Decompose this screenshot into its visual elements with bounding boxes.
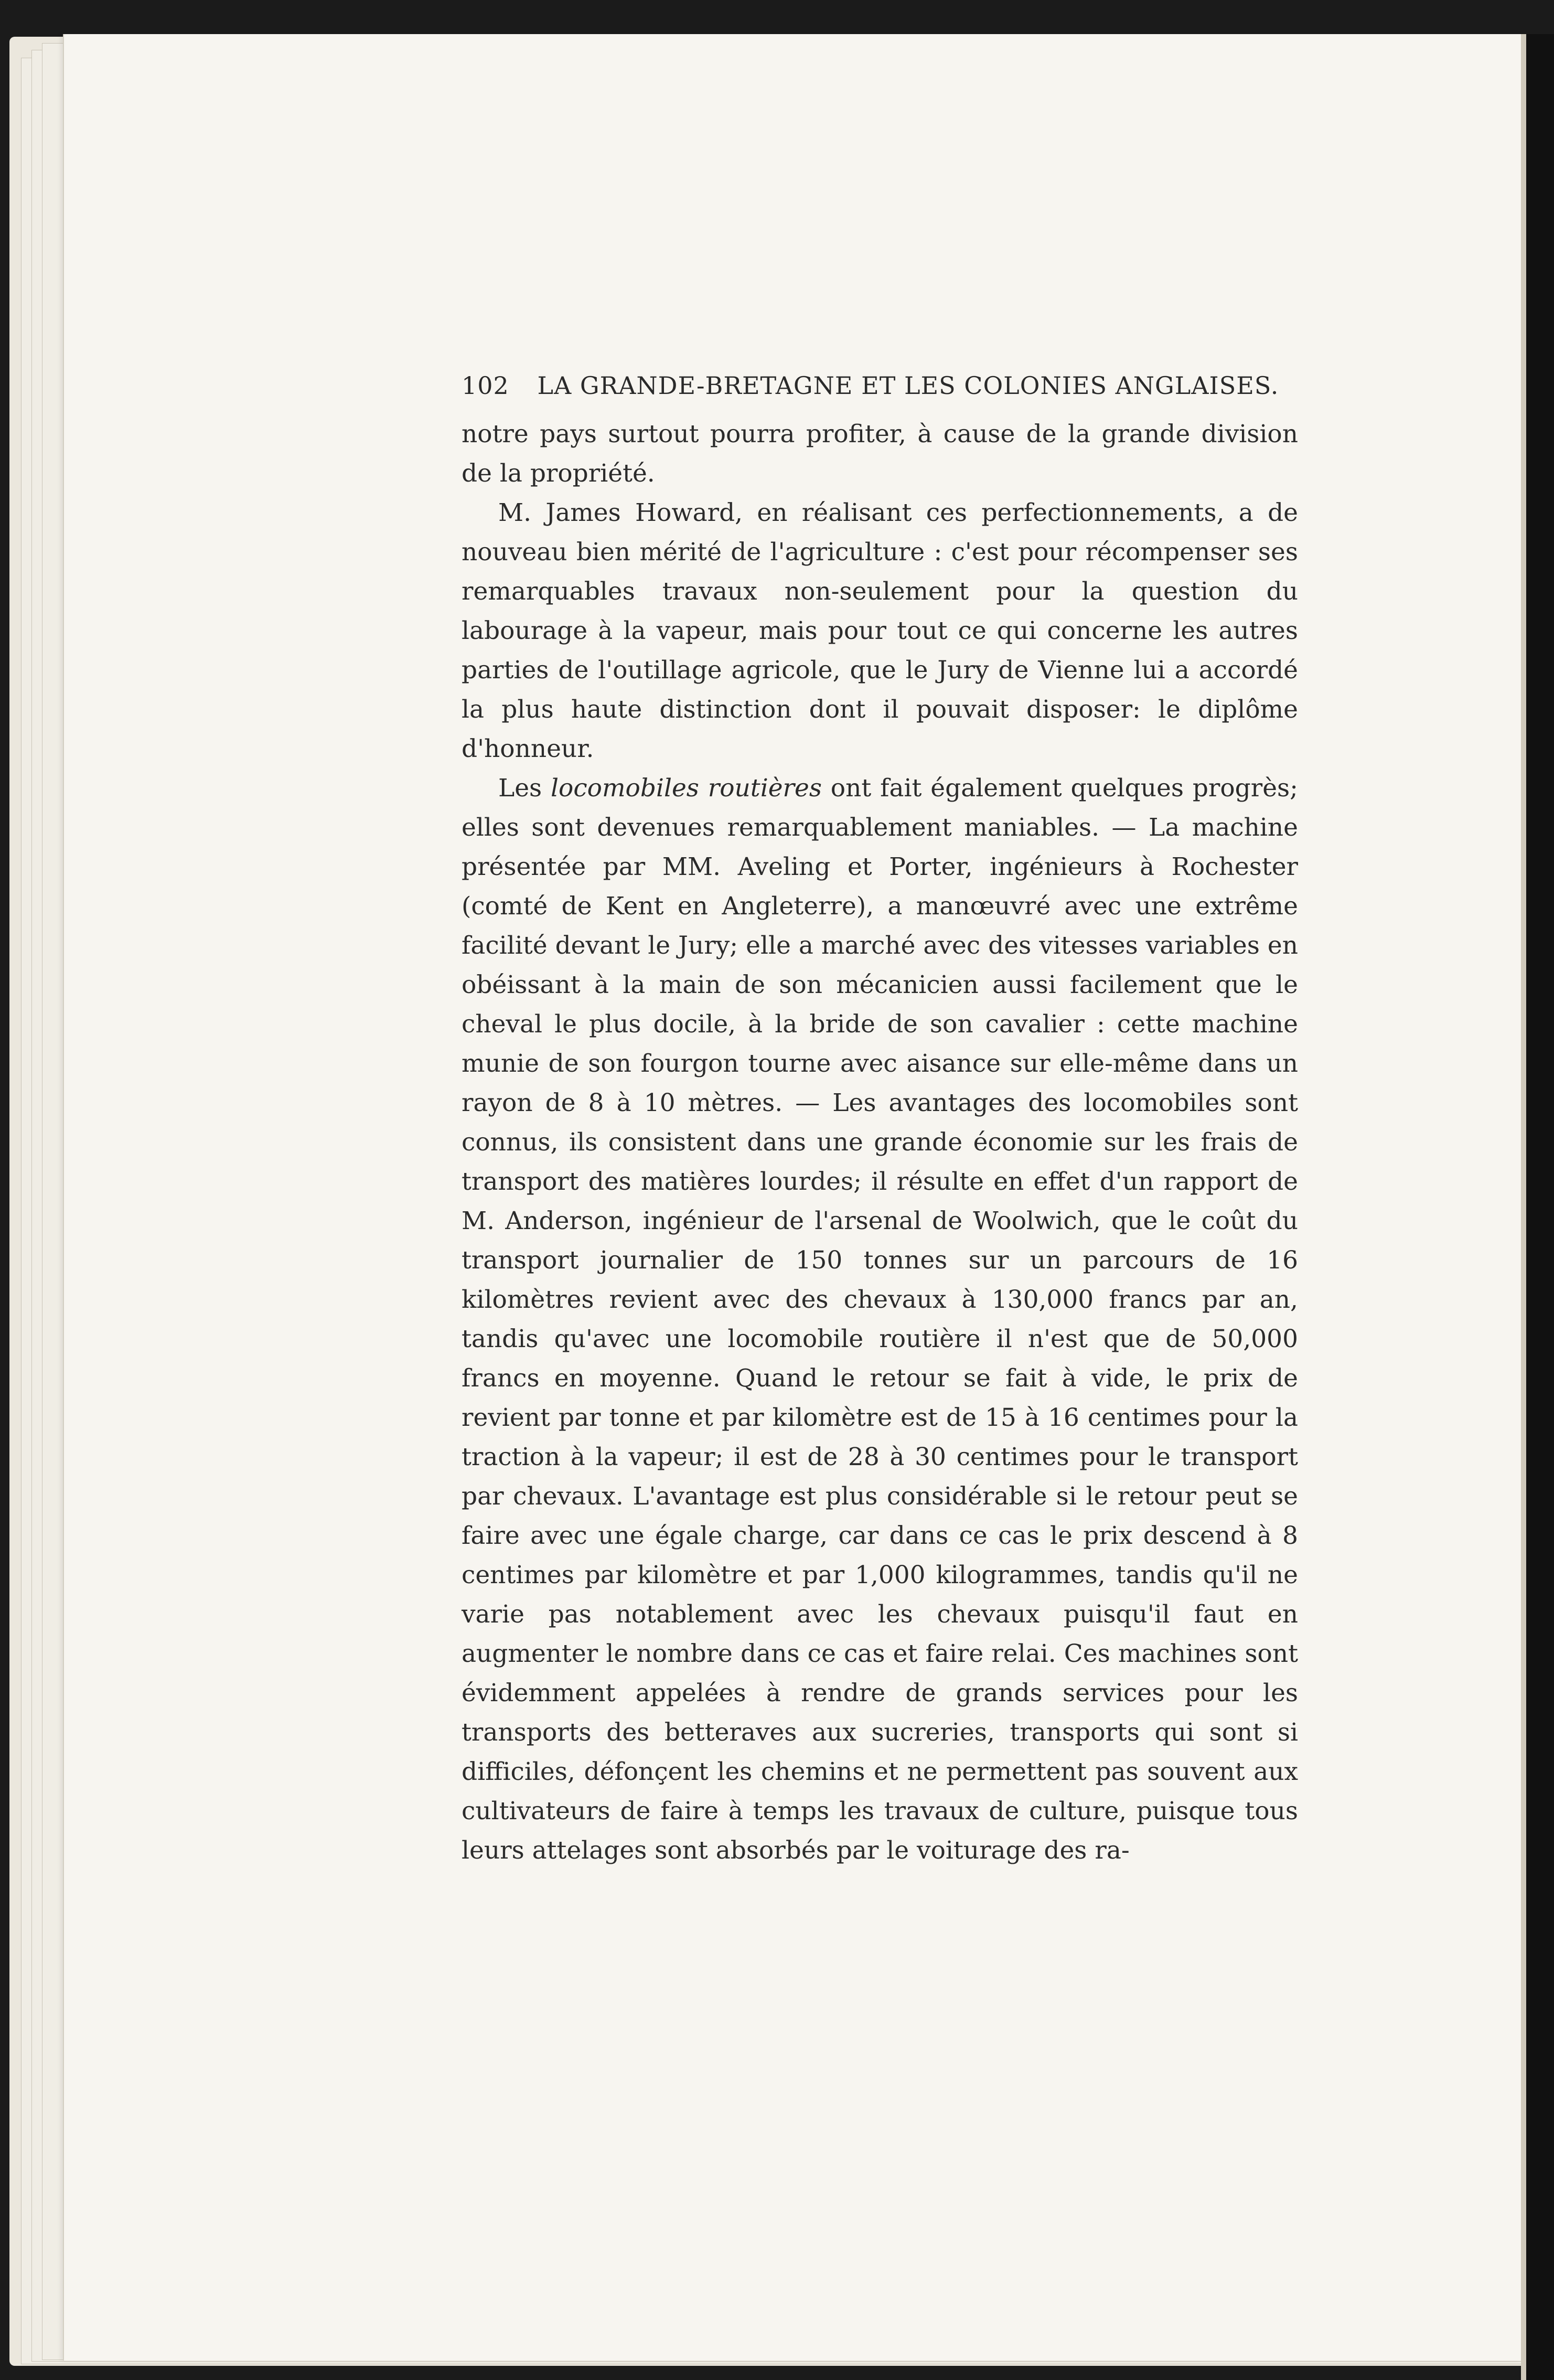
paragraph-3-emphasis: locomobiles routières (551, 774, 822, 803)
page-number: 102 (462, 371, 509, 400)
paragraph-3 (462, 769, 1298, 1870)
body-text (462, 414, 1298, 1870)
running-title: LA GRANDE-BRETAGNE ET LES COLONIES ANGLAISES. (537, 371, 1279, 400)
paragraph-3-body: ont fait également quelques progrès; elles sont devenues remarquablement maniables. — La machine présentée par MM. Aveling et Porter, ingénieurs à Rochester (comté de Kent en Angleterre), a manœuvré avec une extrême facilité devant le Jury; elle a marché avec des vitesses variables en obéissant à la main de son mécanicien aussi facilement que le cheval le plus docile, à la bride de son cavalier : cette machine munie de son fourgon tourne avec aisance sur elle-même dans un rayon de 8 à 10 mètres. — Les avantages des locomobiles sont connus, ils consistent dans une grande économie sur les frais de transport des matières lourdes; il résulte en effet d'un rapport de M. Anderson, ingénieur de l'arsenal de Woolwich, que le coût du transport journalier de 150 tonnes sur un parcours de 16 kilomètres revient avec des chevaux à 130,000 francs par an, tandis qu'avec une locomobile routière il n'est que de 50,000 francs en moyenne. Quand le retour se fait à vide, le prix de revient par tonne et par kilomètre est de 15 à 16 centimes pour la traction à la vapeur; il est de 28 à 30 centimes pour le transport par chevaux. L'avantage est plus considérable si le retour peut se faire avec une égale charge, car dans ce cas le prix descend à 8 centimes par kilomètre et par 1,000 kilogrammes, tandis qu'il ne varie pas notablement avec les chevaux puisqu'il faut en augmenter le nombre dans ce cas et faire relai. Ces machines sont évidemment appelées à rendre de grands services pour les transports des betteraves aux sucreries, transports qui sont si difficiles, défonçent les chemins et ne permettent pas souvent aux cultivateurs de faire à temps les travaux de culture, puisque tous leurs attelages sont absorbés par le voiturage des ra- (462, 774, 1298, 1865)
running-header (462, 371, 1332, 413)
paragraph-2: M. James Howard, en réalisant ces perfectionnements, a de nouveau bien mérité de l'agriculture : c'est pour récompenser ses remarquables travaux non-seulement pour la question du labourage à la vapeur, mais pour tout ce qui concerne les autres parties de l'outillage agricole, que le Jury de Vienne lui a accordé la plus haute distinction dont il pouvait disposer: le diplôme d'honneur. (462, 498, 1298, 763)
paragraph-1: notre pays surtout pourra profiter, à cause de la grande division de la propriété. (462, 420, 1298, 488)
facing-page-sliver (1521, 34, 1526, 2380)
paragraph-3-lead: Les (498, 774, 551, 803)
facing-page-edge (1521, 34, 1554, 2380)
